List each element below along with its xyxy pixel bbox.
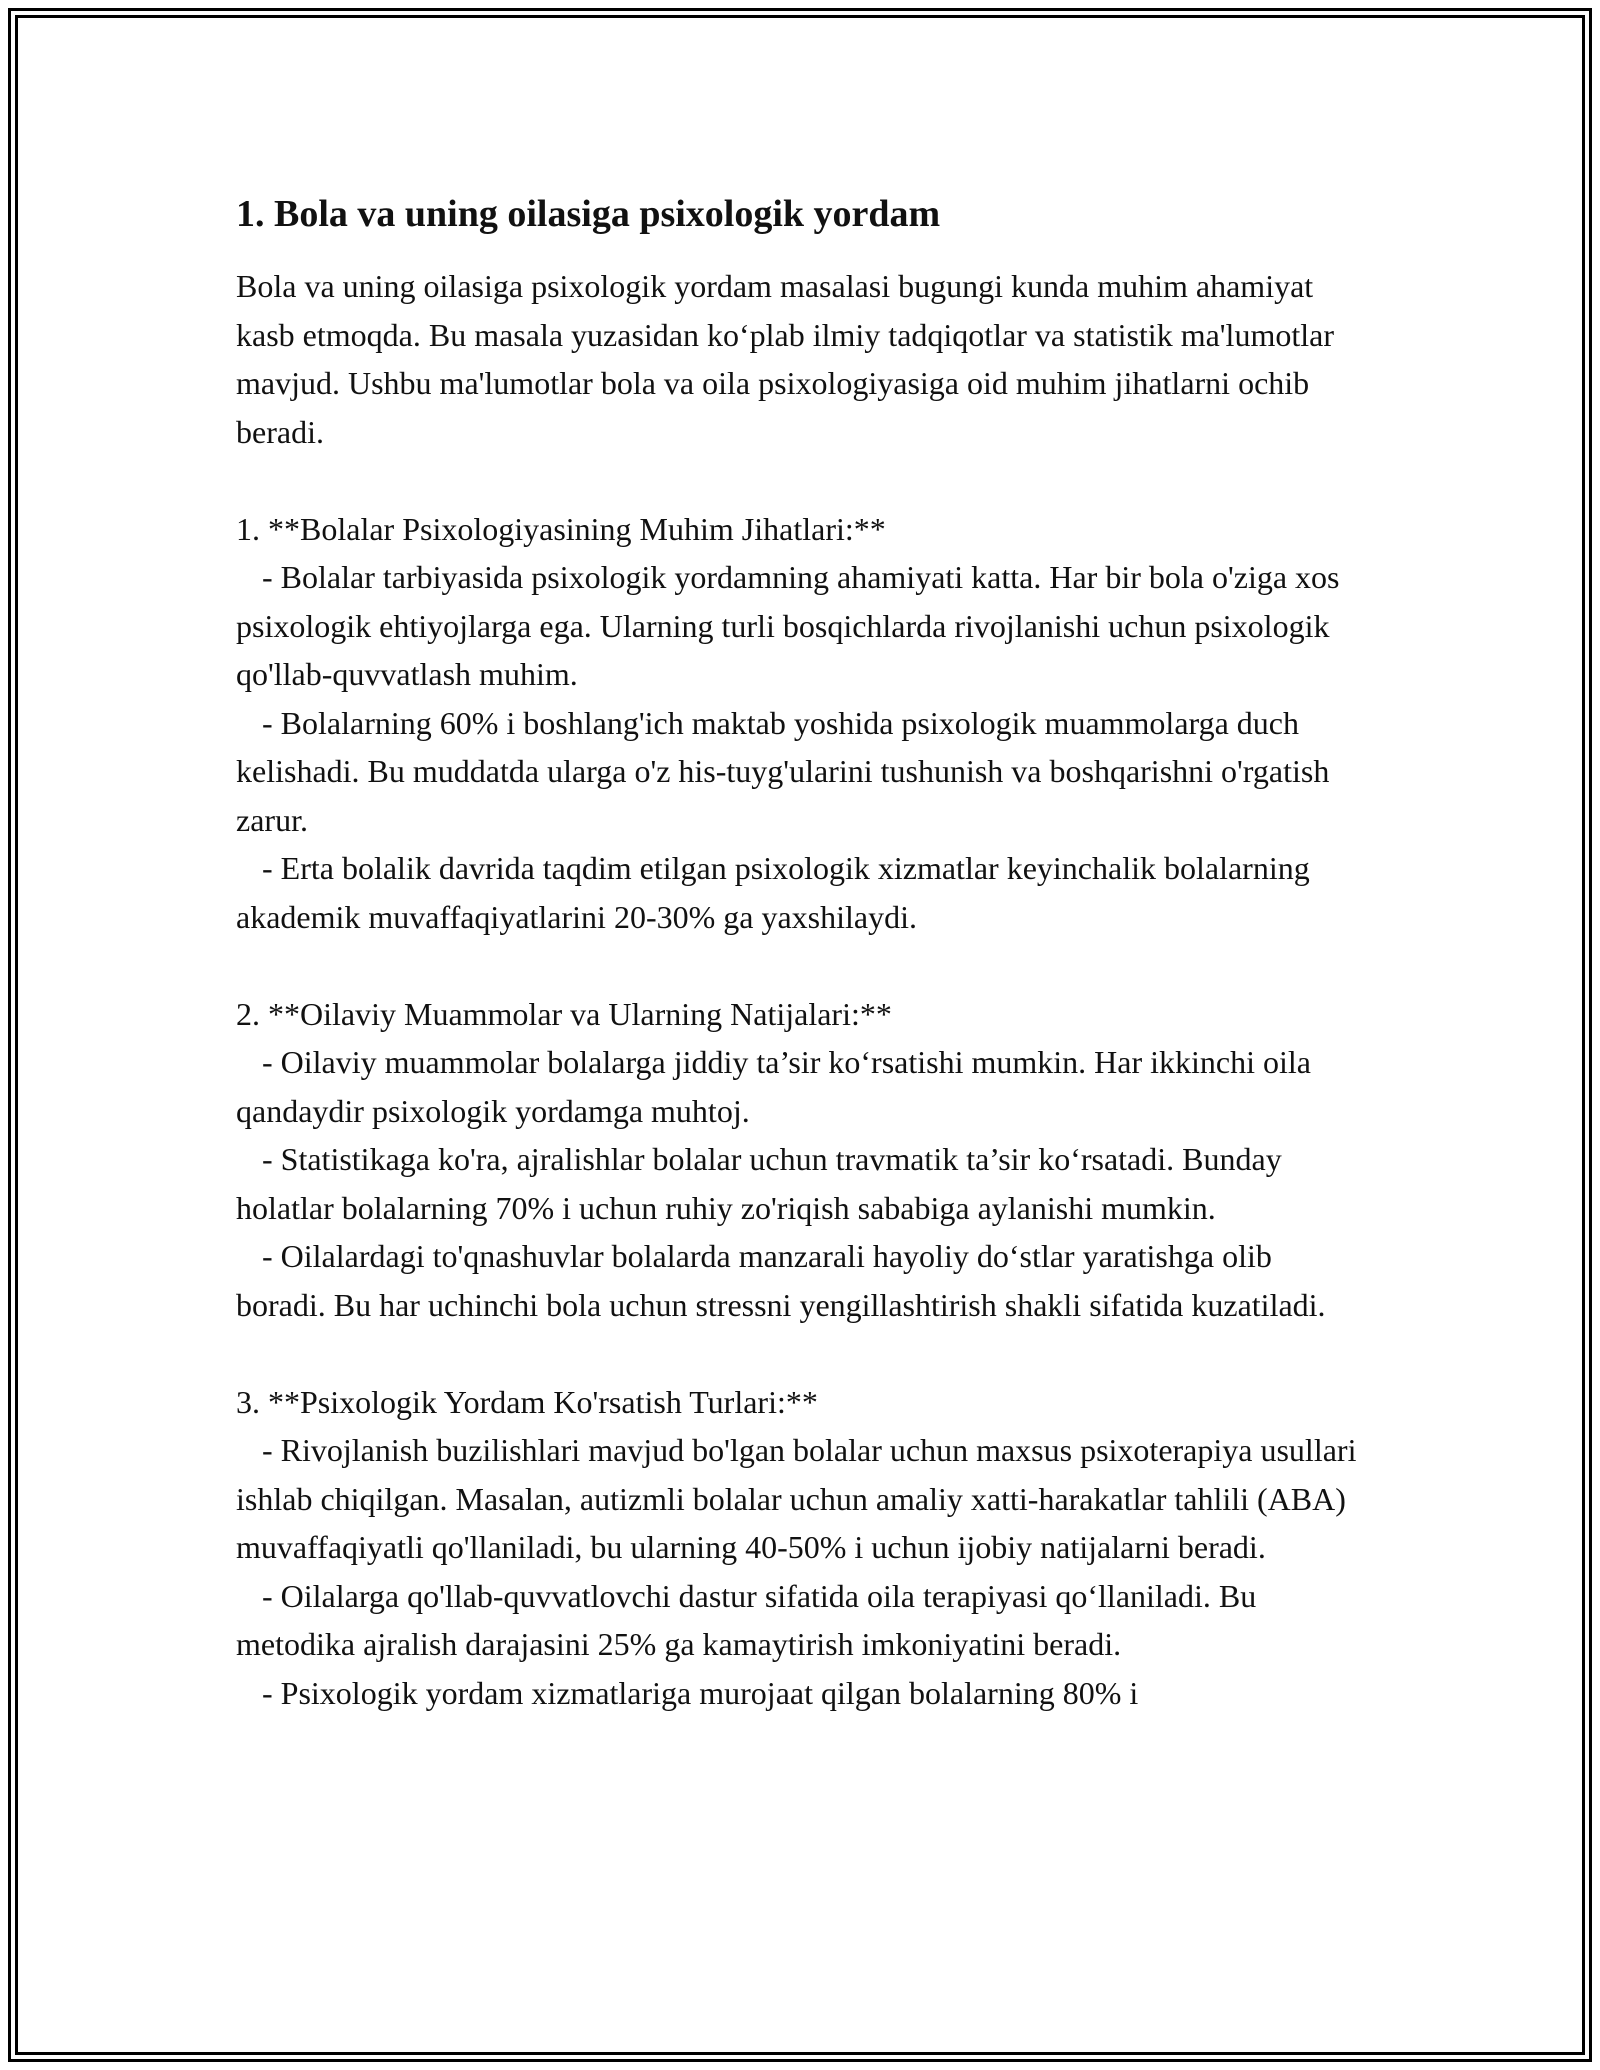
section-heading: 1. **Bolalar Psixologiyasining Muhim Jihatlari:** — [236, 510, 886, 547]
section-1 — [236, 505, 1366, 942]
bullet-item: - Bolalar tarbiyasida psixologik yordamning ahamiyati katta. Har bir bola o'ziga xos psixologik ehtiyojlarga ega. Ularning turli bosqichlarda rivojlanishi uchun psixologik qo'llab-quvvatlash muhim. — [236, 559, 1340, 692]
spacer — [236, 941, 1366, 990]
spacer — [236, 1329, 1366, 1378]
bullet-item: - Erta bolalik davrida taqdim etilgan psixologik xizmatlar keyinchalik bolalarning akademik muvaffaqiyatlarini 20-30% ga yaxshilaydi. — [236, 850, 1310, 935]
bullet-item: - Rivojlanish buzilishlari mavjud bo'lgan bolalar uchun maxsus psixoterapiya usullari ishlab chiqilgan. Masalan, autizmli bolalar uchun amaliy xatti-harakatlar tahlili (ABA) muvaffaqiyatli qo'llaniladi, bu ularning 40-50% i uchun ijobiy natijalarni beradi. — [236, 1432, 1357, 1565]
document-body — [236, 188, 1366, 1717]
bullet-item: - Oilalardagi to'qnashuvlar bolalarda manzarali hayoliy do‘stlar yaratishga olib boradi. Bu har uchinchi bola uchun stressni yengillashtirish shakli sifatida kuzatiladi. — [236, 1238, 1326, 1323]
bullet-item: - Statistikaga ko'ra, ajralishlar bolalar uchun travmatik ta’sir ko‘rsatadi. Bunday holatlar bolalarning 70% i uchun ruhiy zo'riqish sababiga aylanishi mumkin. — [236, 1141, 1282, 1226]
bullet-item: - Oilalarga qo'llab-quvvatlovchi dastur sifatida oila terapiyasi qo‘llaniladi. Bu metodika ajralish darajasini 25% ga kamaytirish imkoniyatini beradi. — [236, 1577, 1257, 1662]
spacer — [236, 456, 1366, 505]
bullet-item: - Bolalarning 60% i boshlang'ich maktab yoshida psixologik muammolarga duch kelishadi. Bu muddatda ularga o'z his-tuyg'ularini tushunish va boshqarishni o'rgatish zarur. — [236, 704, 1330, 838]
section-2 — [236, 990, 1366, 1330]
section-heading: 3. **Psixologik Yordam Ko'rsatish Turlari:** — [236, 1383, 818, 1420]
intro-paragraph: Bola va uning oilasiga psixologik yordam masalasi bugungi kunda muhim ahamiyat kasb etmoqda. Bu masala yuzasidan ko‘plab ilmiy tadqiqotlar va statistik ma'lumotlar mavjud. Ushbu ma'lumotlar bola va oila psixologiyasiga oid muhim jihatlarni ochib beradi. — [236, 268, 1342, 450]
section-3 — [236, 1378, 1366, 1718]
bullet-item: - Psixologik yordam xizmatlariga murojaat qilgan bolalarning 80% i — [262, 1674, 1139, 1711]
section-heading: 2. **Oilaviy Muammolar va Ularning Natijalari:** — [236, 995, 892, 1032]
bullet-item: - Oilaviy muammolar bolalarga jiddiy ta’sir ko‘rsatishi mumkin. Har ikkinchi oila qandaydir psixologik yordamga muhtoj. — [236, 1044, 1311, 1129]
page-title: 1. Bola va uning oilasiga psixologik yordam — [236, 193, 941, 235]
